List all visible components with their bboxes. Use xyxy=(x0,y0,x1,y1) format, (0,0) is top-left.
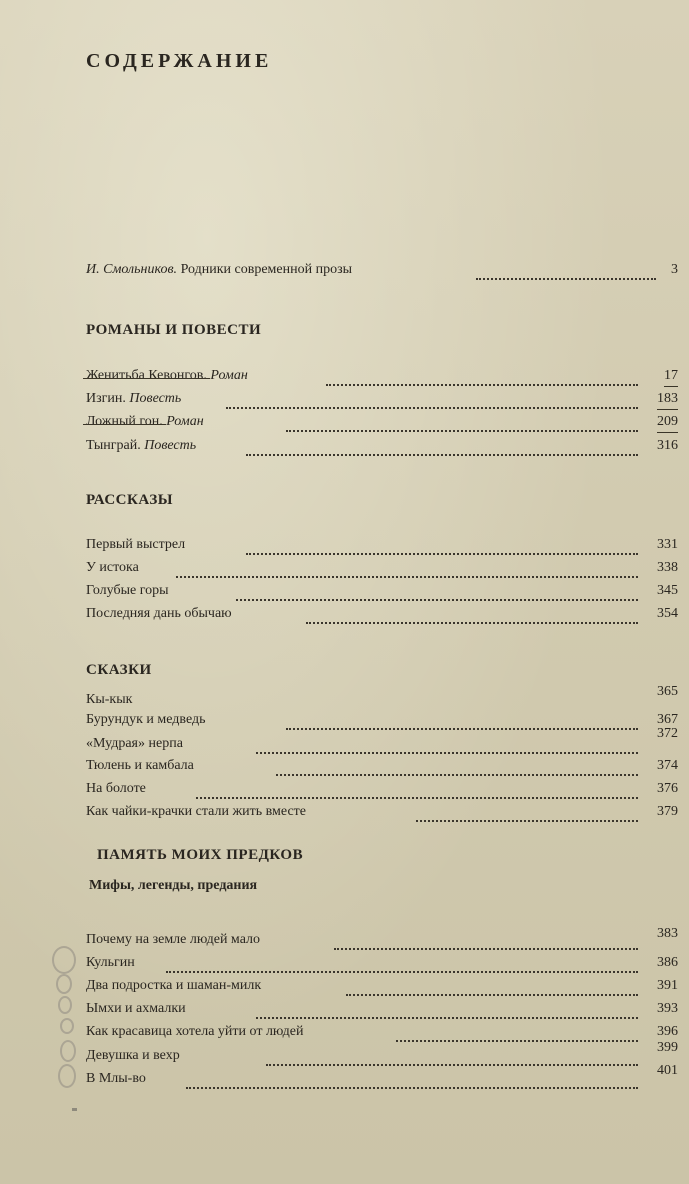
page-number: 386 xyxy=(657,955,678,970)
entry-title: Последняя дань обычаю xyxy=(86,606,232,621)
page-number: 401 xyxy=(657,1063,678,1078)
ink-spot xyxy=(72,1108,77,1111)
entry-genre: Роман xyxy=(210,368,248,383)
leader-dots xyxy=(346,978,638,996)
toc-entry xyxy=(86,581,678,601)
entry-title: Как чайки-крачки стали жить вместе xyxy=(86,804,306,819)
page-number: 338 xyxy=(657,560,678,575)
toc-entry xyxy=(86,779,678,799)
toc-entry xyxy=(86,558,678,578)
section-heading-novels: РОМАНЫ И ПОВЕСТИ xyxy=(86,322,262,338)
page-number: 17 xyxy=(664,366,678,387)
intro-title: Родники современной прозы xyxy=(180,262,353,277)
toc-entry xyxy=(86,604,678,624)
leader-dots xyxy=(286,712,638,730)
section-heading-tales: СКАЗКИ xyxy=(86,662,152,678)
toc-entry xyxy=(86,710,678,730)
pencil-mark-icon xyxy=(60,1040,76,1062)
section-subheading: Мифы, легенды, предания xyxy=(89,878,258,893)
leader-dots xyxy=(476,262,656,280)
entry-title: В Млы-во xyxy=(86,1071,146,1086)
toc-entry xyxy=(86,1022,678,1042)
leader-dots xyxy=(226,391,638,409)
leader-dots xyxy=(256,736,638,754)
toc-entry xyxy=(86,436,678,456)
page-number: 209 xyxy=(657,412,678,433)
section-heading-memory: ПАМЯТЬ МОИХ ПРЕДКОВ xyxy=(97,847,304,863)
toc-entry xyxy=(86,1063,678,1089)
leader-dots xyxy=(166,955,638,973)
entry-title: Ложный гон. xyxy=(86,414,163,429)
toc-entry xyxy=(86,756,678,776)
leader-dots xyxy=(396,1024,638,1042)
toc-entry xyxy=(86,1040,678,1066)
toc-entry xyxy=(86,999,678,1019)
toc-entry xyxy=(86,926,678,950)
page-number: 316 xyxy=(657,438,678,453)
entry-title: Женитьба Кевонгов. xyxy=(86,368,207,383)
entry-genre: Повесть xyxy=(129,391,182,406)
entry-title: Два подростка и шаман-милк xyxy=(86,978,262,993)
page-number: 354 xyxy=(657,606,678,621)
page-number: 374 xyxy=(657,758,678,773)
entry-title: Ымхи и ахмалки xyxy=(86,1001,186,1016)
toc-entry xyxy=(86,366,678,386)
leader-dots xyxy=(276,758,638,776)
page-number: 365 xyxy=(657,684,678,699)
entry-title: Тынграй. xyxy=(86,438,141,453)
leader-dots xyxy=(416,804,638,822)
entry-title: Как красавица хотела уйти от людей xyxy=(86,1024,304,1039)
leader-dots xyxy=(266,1048,638,1066)
intro-author: И. Смольников. xyxy=(86,262,178,277)
pencil-mark-icon xyxy=(52,946,76,974)
leader-dots xyxy=(256,1001,638,1019)
entry-genre: Роман xyxy=(166,414,204,429)
pencil-mark-icon xyxy=(58,996,72,1014)
entry-title: На болоте xyxy=(86,781,146,796)
entry-title: Кульгин xyxy=(86,955,135,970)
page-number: 3 xyxy=(671,262,678,277)
toc-entry xyxy=(86,726,678,754)
leader-dots xyxy=(196,781,638,799)
leader-dots xyxy=(236,583,638,601)
leader-dots xyxy=(334,932,638,950)
leader-dots xyxy=(306,606,638,624)
pencil-mark-icon xyxy=(60,1018,74,1034)
entry-title: Бурундук и медведь xyxy=(86,712,206,727)
toc-entry xyxy=(86,389,678,409)
leader-dots xyxy=(326,368,638,386)
entry-title: У истока xyxy=(86,560,139,575)
leader-dots xyxy=(286,414,638,432)
page-number: 383 xyxy=(657,926,678,941)
toc-entry xyxy=(86,412,678,432)
section-heading-stories: РАССКАЗЫ xyxy=(86,492,173,508)
toc-entry-intro xyxy=(86,260,678,280)
toc-entry xyxy=(86,976,678,996)
page-title: СОДЕРЖАНИЕ xyxy=(86,50,273,72)
entry-title: Голубые горы xyxy=(86,583,169,598)
page-number: 393 xyxy=(657,1001,678,1016)
entry-title: Кы-кык xyxy=(86,692,133,707)
entry-title: Изгин. xyxy=(86,391,126,406)
entry-title: Девушка и вехр xyxy=(86,1048,180,1063)
page-number: 372 xyxy=(657,726,678,741)
pencil-mark-icon xyxy=(58,1064,76,1088)
page-number: 391 xyxy=(657,978,678,993)
entry-title: Первый выстрел xyxy=(86,537,186,552)
toc-entry xyxy=(86,535,678,555)
toc-entry xyxy=(86,953,678,973)
entry-genre: Повесть xyxy=(144,438,197,453)
pencil-mark-icon xyxy=(56,974,72,994)
leader-dots xyxy=(176,560,638,578)
entry-title: «Мудрая» нерпа xyxy=(86,736,183,751)
leader-dots xyxy=(246,537,638,555)
page-number: 367 xyxy=(657,712,678,727)
entry-title: Почему на земле людей мало xyxy=(86,932,261,947)
page-number: 396 xyxy=(657,1024,678,1039)
leader-dots xyxy=(246,438,638,456)
page-number: 183 xyxy=(657,389,678,410)
page-number: 345 xyxy=(657,583,678,598)
page-number: 379 xyxy=(657,804,678,819)
toc-entry xyxy=(86,684,678,710)
entry-title: Тюлень и камбала xyxy=(86,758,194,773)
page-number: 376 xyxy=(657,781,678,796)
page-number: 399 xyxy=(657,1040,678,1055)
page-number: 331 xyxy=(657,537,678,552)
toc-entry xyxy=(86,802,678,822)
leader-dots xyxy=(186,1071,638,1089)
